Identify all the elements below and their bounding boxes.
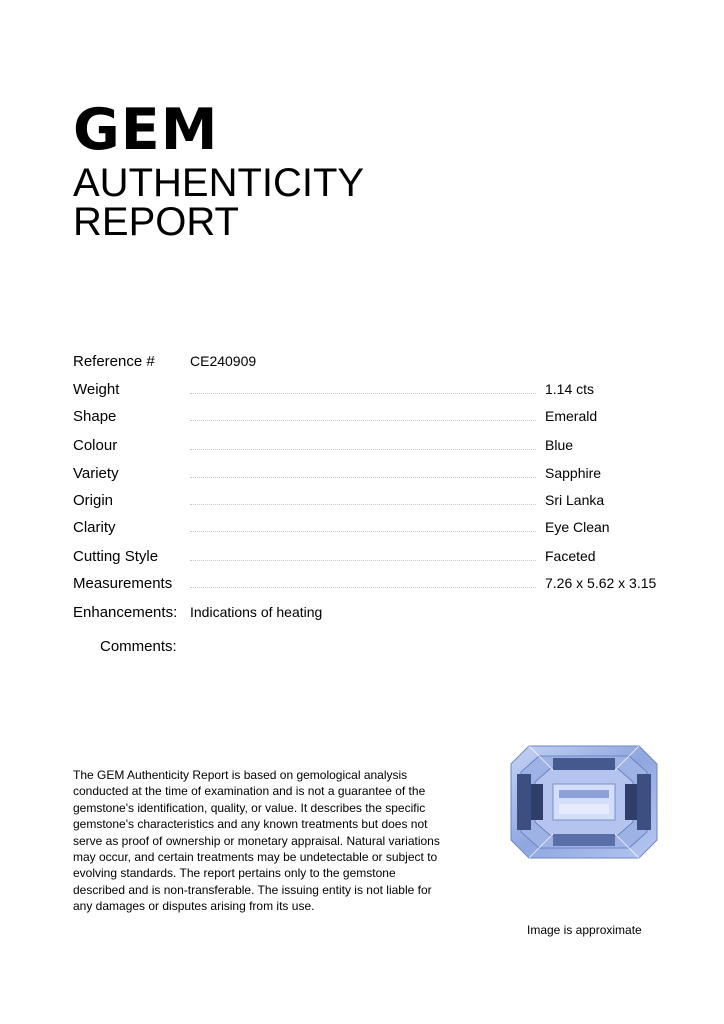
field-label: Shape xyxy=(73,408,117,425)
comments-label: Comments: xyxy=(100,638,177,655)
field-label: Clarity xyxy=(73,519,116,536)
dotted-leader xyxy=(190,504,536,505)
dotted-leader xyxy=(190,477,536,478)
title-line-2: REPORT xyxy=(73,200,239,244)
field-shape xyxy=(73,407,673,427)
field-label: Enhancements: xyxy=(73,604,178,621)
field-value: Eye Clean xyxy=(545,519,610,535)
field-value: Emerald xyxy=(545,408,598,424)
field-label: Variety xyxy=(73,465,119,482)
field-weight xyxy=(73,380,673,400)
brand-title: GEM xyxy=(73,97,219,163)
field-label: Reference # xyxy=(73,353,155,370)
field-value: 7.26 x 5.62 x 3.15 xyxy=(545,575,657,591)
dotted-leader xyxy=(190,560,536,561)
dotted-leader xyxy=(190,449,536,450)
field-clarity xyxy=(73,518,673,538)
dotted-leader xyxy=(190,587,536,588)
field-value: Indications of heating xyxy=(190,604,323,620)
field-label: Colour xyxy=(73,437,118,454)
field-label: Weight xyxy=(73,381,120,398)
field-label: Origin xyxy=(73,492,114,509)
field-value: Sri Lanka xyxy=(545,492,605,508)
field-label: Measurements xyxy=(73,575,173,592)
field-value: Faceted xyxy=(545,548,596,564)
field-origin xyxy=(73,491,673,511)
field-variety xyxy=(73,464,673,484)
gemstone-image xyxy=(509,744,659,860)
image-caption: Image is approximate xyxy=(527,923,642,937)
disclaimer-text: The GEM Authenticity Report is based on gemological analysis conducted at the time of examination and is not a guarantee of the gemstone's identification, quality, or value. It describes the specific gemstone's characteristics and any known treatments but does not serve as proof of ownership or monetary appraisal. Natural variations may occur, and certain treatments may be undetectable or subject to evolving standards. The report pertains only to the gemstone described and is non-transferable. The issuing entity is not liable for any damages or disputes arising from its use. xyxy=(73,768,440,914)
field-colour xyxy=(73,436,673,456)
field-label: Cutting Style xyxy=(73,548,159,565)
dotted-leader xyxy=(190,420,536,421)
title-line-1: AUTHENTICITY xyxy=(73,161,365,205)
field-value: Sapphire xyxy=(545,465,602,481)
field-enhancements xyxy=(73,603,673,623)
field-cutting-style xyxy=(73,547,673,567)
field-value: CE240909 xyxy=(190,353,257,369)
field-reference xyxy=(73,352,673,372)
field-measurements xyxy=(73,574,673,594)
dotted-leader xyxy=(190,531,536,532)
dotted-leader xyxy=(190,393,536,394)
field-value: Blue xyxy=(545,437,574,453)
field-value: 1.14 cts xyxy=(545,381,595,397)
